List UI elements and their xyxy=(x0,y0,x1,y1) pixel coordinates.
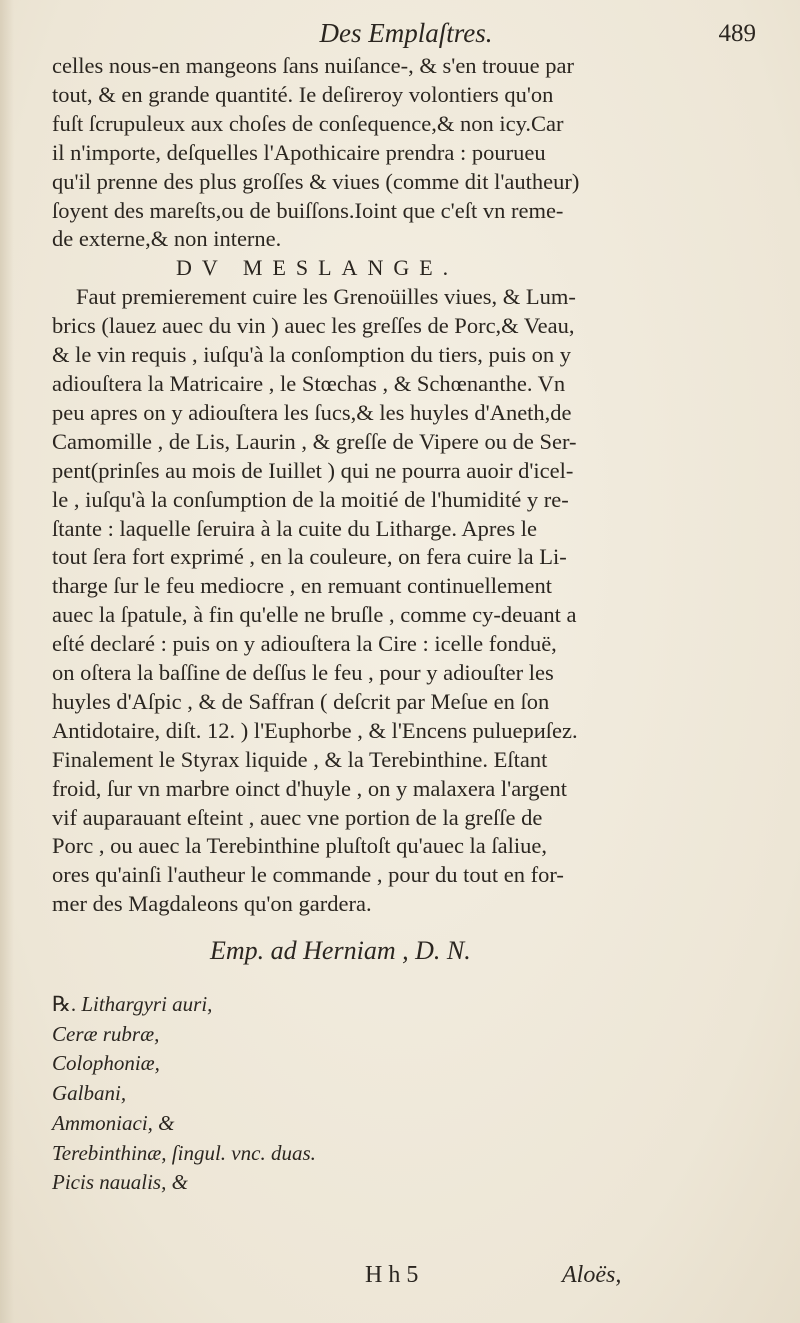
text-line: brics (lauez auec du vin ) auec les greſſes de Porc,& Veau, xyxy=(52,313,575,339)
text-line: Camomille , de Lis, Laurin , & greſſe de Vipere ou de Ser- xyxy=(52,428,577,454)
text-line: pent(prinſes au mois de Iuillet ) qui ne pourra auoir d'icel- xyxy=(52,457,574,483)
text-line: ſtante : laquelle ſeruira à la cuite du Litharge. Apres le xyxy=(52,515,538,541)
running-head xyxy=(56,18,756,54)
section-heading: DV MESLANGE. xyxy=(176,255,459,281)
text-line: eſté declaré : puis on y adiouſtera la Cire : icelle fonduë, xyxy=(52,631,557,657)
text-line: Antidotaire, diſt. 12. ) l'Euphorbe , & l'Encens puluериſez. xyxy=(52,717,578,743)
recipe-list xyxy=(52,990,752,1198)
text-line: Faut premierement cuire les Grenoüilles viues, & Lum- xyxy=(76,284,576,310)
text-line: tout, & en grande quantité. Ie deſireroy volontiers qu'on xyxy=(52,81,554,107)
text-line: ſoyent des mareſts,ou de buiſſons.Ioint que c'eſt vn reme- xyxy=(52,197,564,223)
ingredient: Galbani, xyxy=(52,1081,127,1106)
text-line: Porc , ou auec la Terebinthine pluſtoſt qu'auec la ſaliue, xyxy=(52,833,548,859)
page-gutter-shadow xyxy=(0,0,14,1323)
ingredient: Ammoniaci, & xyxy=(52,1110,175,1135)
ingredient: Colophoniæ, xyxy=(52,1051,160,1076)
running-title: Des Emplaſtres. xyxy=(319,18,493,48)
catchword: Aloës, xyxy=(562,1262,622,1288)
recipe-symbol: ℞. xyxy=(52,992,77,1016)
text-line: tharge ſur le feu mediocre , en remuant continuellement xyxy=(52,573,553,599)
text-line: auec la ſpatule, à fin qu'elle ne bruſle , comme cy-deuant a xyxy=(52,602,577,628)
text-line: fuſt ſcrupuleux aux choſes de conſequence,& non icy.Car xyxy=(52,110,564,136)
text-line: le , iuſqu'à la conſumption de la moitié de l'humidité y re- xyxy=(52,486,569,512)
ingredient: Terebinthinæ, ſingul. vnc. duas. xyxy=(52,1140,316,1165)
text-line: on oſtera la baſſine de deſſus le feu , pour y adiouſter les xyxy=(52,660,554,686)
signature-mark: H h 5 xyxy=(365,1262,419,1288)
ingredient: Ceræ rubræ, xyxy=(52,1021,160,1046)
text-line: Finalement le Styrax liquide , & la Terebinthine. Eſtant xyxy=(52,746,548,772)
page-footer xyxy=(0,1262,800,1296)
body-text xyxy=(52,52,768,919)
text-line: celles nous-en mangeons ſans nuiſance-, & s'en trouue par xyxy=(52,53,575,78)
text-line: froid, ſur vn marbre oinct d'huyle , on y malaxera l'argent xyxy=(52,775,568,801)
text-line: ores qu'ainſi l'autheur le commande , pour du tout en for- xyxy=(52,862,564,888)
text-line: mer des Magdaleons qu'on gardera. xyxy=(52,891,372,917)
recipe-line xyxy=(52,990,752,1020)
text-line: il n'importe, deſquelles l'Apothicaire prendra : pourueu xyxy=(52,139,546,165)
ingredient: Picis naualis, & xyxy=(52,1170,188,1195)
page-number: 489 xyxy=(718,20,756,47)
recipe-title: Emp. ad Herniam , D. N. xyxy=(210,936,471,965)
text-line: huyles d'Aſpic , & de Saffran ( deſcrit par Meſue en ſon xyxy=(52,688,550,714)
text-line: peu apres on y adiouſtera les ſucs,& les huyles d'Aneth,de xyxy=(52,399,572,425)
text-line: qu'il prenne des plus groſſes & viues (comme dit l'autheur) xyxy=(52,168,580,194)
text-line: adiouſtera la Matricaire , le Stœchas , & Schœnanthe. Vn xyxy=(52,370,566,396)
text-line: tout ſera fort exprimé , en la couleure, on fera cuire la Li- xyxy=(52,544,567,570)
text-line: vif auparauant eſteint , auec vne portion de la greſſe de xyxy=(52,804,543,830)
text-line: & le vin requis , iuſqu'à la conſomption du tiers, puis on y xyxy=(52,342,571,368)
ingredient: Lithargyri auri, xyxy=(81,992,213,1016)
text-line: de externe,& non interne. xyxy=(52,226,282,252)
